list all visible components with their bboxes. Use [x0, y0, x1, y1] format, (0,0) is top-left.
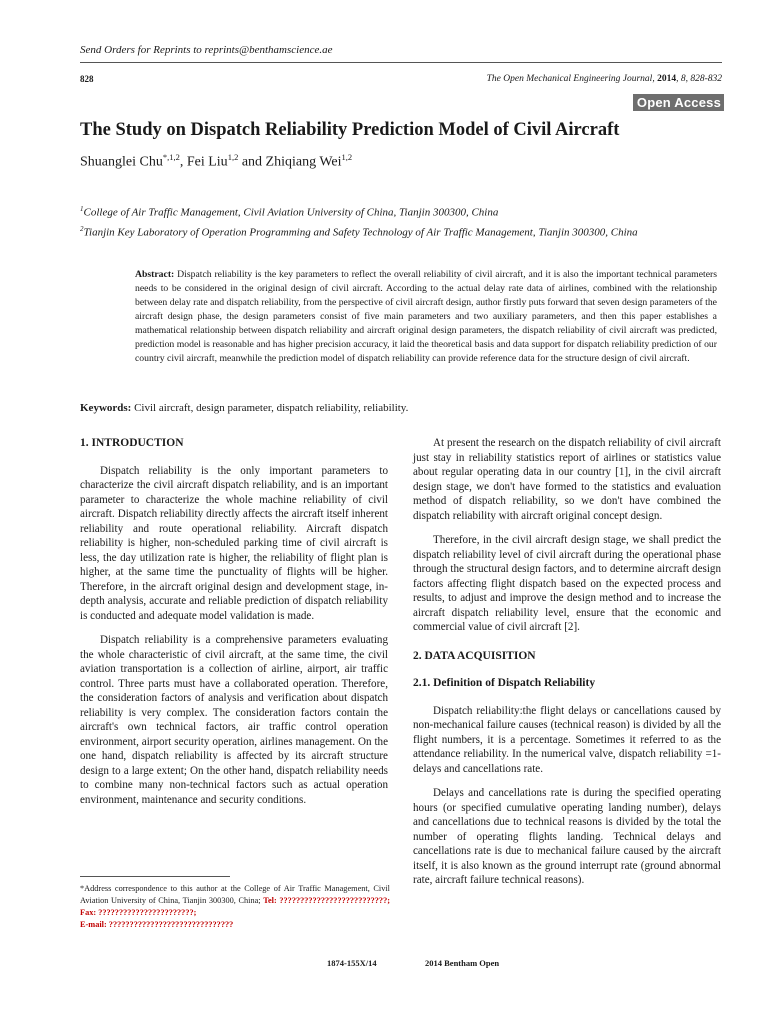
author-name: Zhiqiang Wei — [265, 154, 342, 170]
journal-citation: The Open Mechanical Engineering Journal, 2014, 8, 828-832 — [486, 74, 722, 84]
author-list: Shuanglei Chu$^{*,1,2}$, Fei Liu$^{1,2}$ and Zhiqiang Wei$^{1,2}$ — [80, 152, 353, 170]
paragraph: Dispatch reliability is the only important parameters to characterize the civil aircraft dispatch reliability, and is an important parameter to characterize the whole machine reliability of civil aircraft. Dispatch reliability directly affects the aircraft itself inherent reliability and route operational reliability. Aircraft dispatch reliability is higher, non-scheduled parking time of civil aircraft is less, the day utilization rate is higher, the reliability of flight plan is higher, at the same time the punctuality of flights will be higher. Therefore, in the aircraft original design and development stage, in-depth analysis, accurate and reliable prediction of dispatch reliability is conducted and adequate model validation is made. — [80, 464, 388, 622]
abstract-text: Dispatch reliability is the key parameters to reflect the overall reliability of civil aircraft, and it is also the important technical parameters needs to be considered in the original design of civil aircraft. According to the actual delay rate data of airlines, combined with the relationship between delay rate and dispatch reliability, from the perspective of civil aircraft design, author firstly puts forward that seven design parameters of the aircraft design phase, the design parameters consist of five main parameters and two auxiliary parameters, and then this paper establishes a mathematical relationship between dispatch reliability and aircraft original design parameters, the dispatch reliability of civil aircraft was predicted, prediction model is reasonable and has higher precision accuracy, it laid the theoretical basis and data support for dispatch reliability prediction of our country civil aircraft, meanwhile the prediction model of dispatch reliability can provide reference data for the structure design of civil aircraft. — [135, 269, 717, 364]
paragraph: At present the research on the dispatch reliability of civil aircraft just stay in reliability statistics report of airlines or statistics value about regular operating data in our country [1], in the civil aircraft design stage, we don't have formed to the statistics and evaluation method of dispatch reliability, so we don't have combined the dispatch reliability with aircraft original concept design. — [413, 437, 721, 522]
left-column — [80, 436, 388, 817]
publisher-copyright: 2014 Bentham Open — [425, 958, 500, 968]
abstract — [135, 268, 717, 366]
paragraph: Dispatch reliability is a comprehensive parameters evaluating the whole characteristic of civil aircraft, at the same time, the civil aviation transportation is a collection of airline, airport, air traffic control. Three parts must have a collaborated operation. Therefore, the consideration factors of analysis and verification about dispatch reliability is very complex. The consideration factors contain the aircraft's own technical factors, air traffic control operation environment, airport security operation, airlines management. On the one hand, dispatch reliability is affected by its aircraft structure design to a large extent; On the other hand, dispatch reliability needs to combine many non-technical factors such as actual operation environment, maintenance and security conditions. — [80, 634, 388, 806]
subsection-heading-definition: 2.1. Definition of Dispatch Reliability — [413, 677, 596, 689]
right-column — [413, 436, 721, 898]
paragraph: Dispatch reliability:the flight delays or cancellations caused by non-mechanical failure causes (technical reason) is divided by all the flight numbers, it is a percentage. Sometimes it referred to as the attendance reliability. In the numerical valve, dispatch reliability =1- delays and cancellations rate. — [413, 704, 721, 775]
keywords-text: Civil aircraft, design parameter, dispatch reliability, reliability. — [131, 402, 409, 414]
page-number: 828 — [80, 74, 94, 84]
footnote-rule — [80, 876, 230, 877]
keywords — [80, 402, 408, 414]
header-rule — [80, 62, 722, 63]
author-name: Fei Liu — [186, 154, 228, 170]
paragraph: Delays and cancellations rate is during the specified operating hours (or specified cumulative operating landing number), delays and cancellations due to technical reasons is divided by the total the number of operating flights landing. Technical delays and cancellations rate is due to mechanical failure caused by the aircraft itself, it is also known as the ground interrupt rate (ground abnormal rate, aircraft failure technical reasons). — [413, 787, 721, 886]
reprints-line: Send Orders for Reprints to reprints@benthamscience.ae — [80, 44, 333, 56]
issn: 1874-155X/14 — [327, 958, 377, 968]
section-heading-data-acquisition: 2. DATA ACQUISITION — [413, 649, 536, 662]
author-name: Shuanglei Chu — [80, 154, 163, 170]
paper-title: The Study on Dispatch Reliability Prediction Model of Civil Aircraft — [80, 120, 620, 140]
paragraph: Therefore, in the civil aircraft design stage, we shall predict the dispatch reliability level of civil aircraft during the operational phase through the structural design factors, and to determine aircraft design factors affecting flight dispatch based on the expected process and results, to adjust and improve the design method and to increase the aircraft dispatch reliability level, ensure that the economic and commercial value of civil aircraft [2]. — [413, 534, 721, 633]
abstract-label: Abstract: — [135, 269, 175, 280]
section-heading-introduction: 1. INTRODUCTION — [80, 437, 184, 449]
correspondence-footnote: *Address correspondence to this author at the College of Air Traffic Management, Civil Aviation University of China, Tianjin 300300, China; Tel: ??????????????????????????; Fax: ???????????????????????; E-mail: ?????????????????????????????? — [80, 884, 390, 929]
keywords-label: Keywords: — [80, 402, 132, 414]
affiliation-2: $^2$Tianjin Key Laboratory of Operation Programming and Safety Technology of Air Traffic Management, Tianjin 300300, China — [80, 225, 638, 239]
affiliation-1: $^1$College of Air Traffic Management, Civil Aviation University of China, Tianjin 300300, China — [80, 205, 499, 219]
open-access-badge: Open Access — [633, 94, 724, 111]
